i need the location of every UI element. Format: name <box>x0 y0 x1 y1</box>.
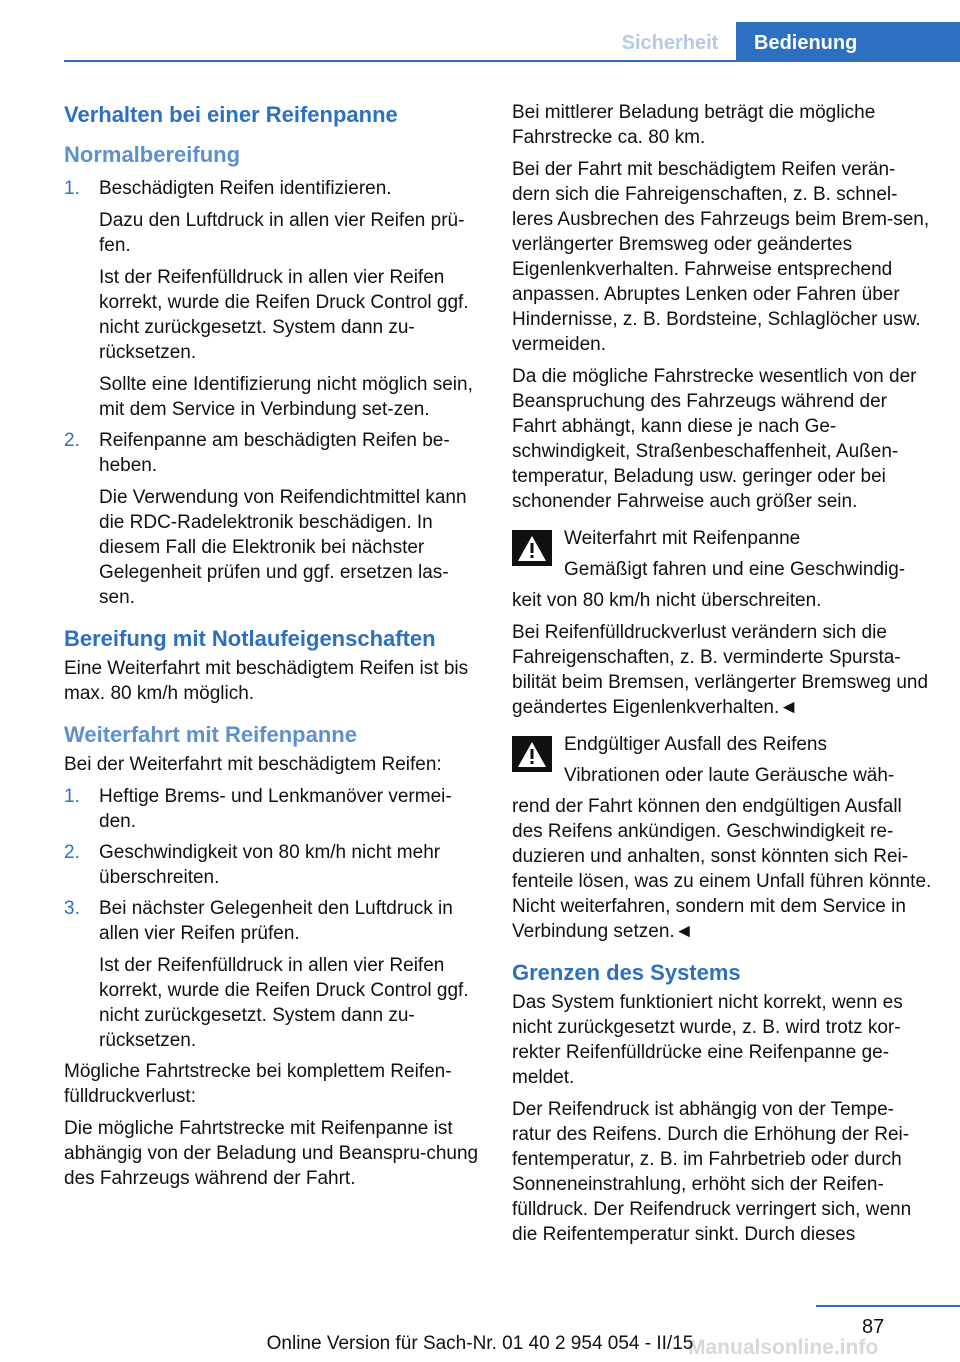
paragraph: Da die mögliche Fahrstrecke wesentlich von der Beanspruchung des Fahrzeugs während der Fahrt abhängt, kann diese je nach Ge-schwindigkeit, Straßenbeschaffenheit, Außen-temperatur, Beladung usw. geringer oder bei schonender Fahrweise auch größer sein. <box>512 366 917 512</box>
left-column <box>64 100 482 1198</box>
limits-heading: Grenzen des Systems <box>512 960 741 985</box>
paragraph: Bei mittlerer Beladung beträgt die mögliche Fahrstrecke ca. 80 km. <box>512 102 876 148</box>
header-rule <box>64 60 960 62</box>
section-title: Verhalten bei einer Reifenpanne <box>64 102 398 127</box>
tab-sicherheit[interactable]: Sicherheit <box>621 32 719 54</box>
paragraph: Bei der Fahrt mit beschädigtem Reifen verän-dern sich die Fahreigenschaften, z. B. schnel-leres Ausbrechen des Fahrzeugs beim Brem-sen, verlängerter Bremsweg oder geändertes Eigenlenkverhalten. Fahrweise entsprechend anpassen. Abruptes Lenken oder Fahren über Hindernisse, z. B. Bordsteine, Schlaglöcher usw. vermeiden. <box>512 159 930 355</box>
step-number: 1. <box>64 786 80 807</box>
warning-box <box>512 732 932 944</box>
paragraph: Das System funktioniert nicht korrekt, wenn es nicht zurückgesetzt wurde, z. B. wird trotz kor-rekter Reifenfülldrücke eine Reifenpanne ge-meldet. <box>512 992 903 1088</box>
warning-tail: keit von 80 km/h nicht überschreiten. <box>512 590 822 611</box>
warning-line: Gemäßigt fahren und eine Geschwindig- <box>564 559 906 580</box>
step-text: Heftige Brems- und Lenkmanöver vermei-den. <box>99 786 452 832</box>
footer-text: Online Version für Sach-Nr. 01 40 2 954 054 - II/15 <box>266 1333 694 1354</box>
normal-heading: Normalbereifung <box>64 142 241 167</box>
list-item <box>64 428 482 610</box>
step-text: Geschwindigkeit von 80 km/h nicht mehr überschreiten. <box>99 842 441 888</box>
normal-steps <box>64 176 482 610</box>
footer-rule <box>816 1305 960 1307</box>
list-item <box>64 176 482 422</box>
step-text: Reifenpanne am beschädigten Reifen be-heben. <box>99 430 450 476</box>
step-number: 3. <box>64 898 80 919</box>
list-item <box>64 784 482 834</box>
warning-tail: rend der Fahrt können den endgültigen Ausfall des Reifens ankündigen. Geschwindigkeit re-duzieren und anhalten, sonst könnten sich Rei-fenteile lösen, was zu einem Unfall führen könnte. Nicht weiterfahren, sondern mit dem Service in Verbindung setzen.◄ <box>512 796 932 942</box>
watermark: Manualsonline.info <box>688 1336 879 1359</box>
step-text: Bei nächster Gelegenheit den Luftdruck in allen vier Reifen prüfen. <box>99 898 453 944</box>
warning-title: Endgültiger Ausfall des Reifens <box>564 734 827 755</box>
paragraph: Der Reifendruck ist abhängig von der Tempe-ratur des Reifens. Durch die Erhöhung der Rei-fentemperatur, z. B. im Fahrbetrieb oder durch Sonneneinstrahlung, erhöht sich der Reifen-fülldruck. Der Reifendruck verringert sich, wenn die Reifentemperatur sinkt. Durch dieses <box>512 1099 912 1245</box>
step-text: Dazu den Luftdruck in allen vier Reifen prü-fen. <box>99 210 465 256</box>
step-text: Ist der Reifenfülldruck in allen vier Reifen korrekt, wurde die Reifen Druck Control ggf. nicht zurückgesetzt. System dann zu-rücksetzen. <box>99 267 469 363</box>
right-column <box>512 100 932 1254</box>
continue-heading: Weiterfahrt mit Reifenpanne <box>64 722 357 747</box>
warning-line: Vibrationen oder laute Geräusche wäh- <box>564 765 895 786</box>
paragraph: Mögliche Fahrtstrecke bei komplettem Reifen-fülldruckverlust: <box>64 1061 452 1107</box>
page-number: 87 <box>862 1316 885 1338</box>
page-header <box>0 0 960 64</box>
paragraph: Die mögliche Fahrtstrecke mit Reifenpanne ist abhängig von der Beladung und Beanspru-chung des Fahrzeugs während der Fahrt. <box>64 1118 479 1189</box>
continue-steps <box>64 784 482 1053</box>
step-number: 1. <box>64 178 80 199</box>
warning-icon <box>512 736 552 772</box>
runflat-text: Eine Weiterfahrt mit beschädigtem Reifen ist bis max. 80 km/h möglich. <box>64 658 469 704</box>
step-text: Sollte eine Identifizierung nicht möglich sein, mit dem Service in Verbindung set-zen. <box>99 374 473 420</box>
step-text: Ist der Reifenfülldruck in allen vier Reifen korrekt, wurde die Reifen Druck Control ggf. nicht zurückgesetzt. System dann zu-rücksetzen. <box>99 955 469 1051</box>
continue-intro: Bei der Weiterfahrt mit beschädigtem Reifen: <box>64 754 442 775</box>
runflat-heading: Bereifung mit Notlaufeigenschaften <box>64 626 436 651</box>
warning-title: Weiterfahrt mit Reifenpanne <box>564 528 801 549</box>
paragraph: Bei Reifenfülldruckverlust verändern sich die Fahreigenschaften, z. B. verminderte Spursta-bilität beim Bremsen, verlängerter Bremsweg und geändertes Eigenlenkverhalten.◄ <box>512 622 929 718</box>
list-item <box>64 896 482 1053</box>
step-text: Die Verwendung von Reifendichtmittel kann die RDC-Radelektronik beschädigen. In diesem Fall die Elektronik bei nächster Gelegenheit prüfen und ggf. ersetzen las-sen. <box>99 487 467 608</box>
tab-bedienung[interactable]: Bedienung <box>736 22 960 62</box>
step-number: 2. <box>64 842 80 863</box>
warning-box <box>512 526 932 720</box>
list-item <box>64 840 482 890</box>
step-number: 2. <box>64 430 80 451</box>
warning-icon <box>512 530 552 566</box>
step-text: Beschädigten Reifen identifizieren. <box>99 178 392 199</box>
